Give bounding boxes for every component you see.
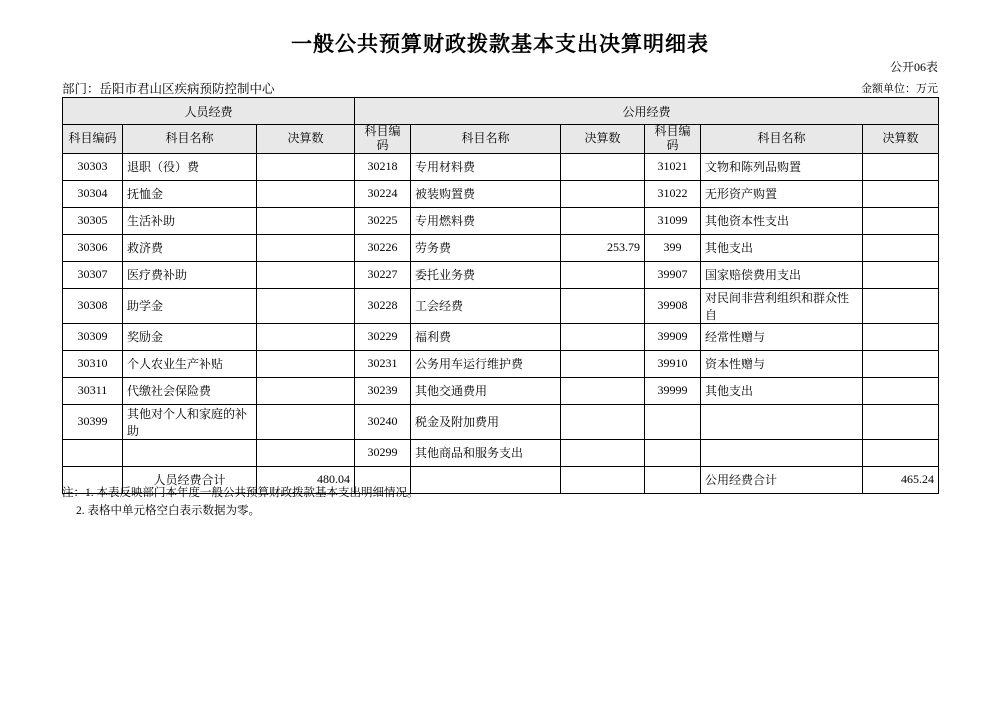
cell-code: 39909: [645, 323, 701, 350]
cell-code: 30228: [355, 288, 411, 323]
column-header-row: [63, 125, 939, 154]
table-notes: [62, 484, 419, 521]
cell-amount: [863, 404, 939, 439]
cell-amount: [561, 404, 645, 439]
col-header-code-1: 科目编码: [63, 125, 123, 154]
cell-code: 30307: [63, 261, 123, 288]
table-row: [63, 153, 939, 180]
cell-name: 救济费: [123, 234, 257, 261]
cell-code: 30308: [63, 288, 123, 323]
cell-amount: [257, 261, 355, 288]
cell-amount: [561, 350, 645, 377]
cell-code: 30309: [63, 323, 123, 350]
cell-amount: [257, 404, 355, 439]
page-title: 一般公共预算财政拨款基本支出决算明细表: [291, 32, 709, 56]
table-row: [63, 323, 939, 350]
cell-name: 其他资本性支出: [701, 207, 863, 234]
group-header-personnel: 人员经费: [63, 98, 355, 125]
cell-amount: [257, 288, 355, 323]
col-header-code-3: 科目编码: [645, 125, 701, 154]
cell-name: 代缴社会保险费: [123, 377, 257, 404]
cell-amount: [863, 323, 939, 350]
cell-name: 医疗费补助: [123, 261, 257, 288]
group-header-row: [63, 98, 939, 125]
cell-amount: [863, 261, 939, 288]
cell-name: 经常性赠与: [701, 323, 863, 350]
cell-code: [645, 439, 701, 466]
department-line: 部门：岳阳市君山区疾病预防控制中心: [62, 82, 275, 96]
cell-code: 30226: [355, 234, 411, 261]
group-header-public: 公用经费: [355, 98, 939, 125]
cell-amount: [257, 439, 355, 466]
amount-unit-line: 金额单位：万元: [861, 83, 938, 95]
cell-code: 30218: [355, 153, 411, 180]
cell-code: 30227: [355, 261, 411, 288]
cell-amount: [257, 180, 355, 207]
cell-amount: [561, 288, 645, 323]
cell-amount: 253.79: [561, 234, 645, 261]
cell-amount: [561, 377, 645, 404]
cell-code: 30224: [355, 180, 411, 207]
cell-code: 30240: [355, 404, 411, 439]
col-header-amount-2: 决算数: [561, 125, 645, 154]
cell-name: 奖励金: [123, 323, 257, 350]
col-header-name-1: 科目名称: [123, 125, 257, 154]
cell-name: 其他支出: [701, 377, 863, 404]
cell-code: 30399: [63, 404, 123, 439]
cell-amount: [863, 234, 939, 261]
cell-code: 30231: [355, 350, 411, 377]
cell-name: 对民间非营利组织和群众性自: [701, 288, 863, 323]
note-line-2: 2. 表格中单元格空白表示数据为零。: [76, 505, 260, 518]
cell-name: 劳务费: [411, 234, 561, 261]
cell-amount: [863, 439, 939, 466]
cell-amount: [257, 207, 355, 234]
cell-amount: [257, 323, 355, 350]
cell-name: 无形资产购置: [701, 180, 863, 207]
personnel-total-label: 人员经费合计: [123, 466, 257, 493]
cell-name: [123, 439, 257, 466]
cell-name: 工会经费: [411, 288, 561, 323]
col-header-name-2: 科目名称: [411, 125, 561, 154]
cell-name: 其他支出: [701, 234, 863, 261]
table-row: [63, 439, 939, 466]
cell-amount: [561, 153, 645, 180]
note-line-1: 注：1. 本表反映部门本年度一般公共预算财政拨款基本支出明细情况。: [62, 487, 419, 499]
cell-name: 资本性赠与: [701, 350, 863, 377]
cell-code: 30310: [63, 350, 123, 377]
cell-code: [63, 439, 123, 466]
cell-code: 399: [645, 234, 701, 261]
cell-code: 30305: [63, 207, 123, 234]
cell-name: [701, 404, 863, 439]
cell-amount: [561, 207, 645, 234]
cell-name: 生活补助: [123, 207, 257, 234]
cell-name: 个人农业生产补贴: [123, 350, 257, 377]
table-row: [63, 207, 939, 234]
total-empty-name-2: [411, 466, 561, 493]
cell-amount: [257, 234, 355, 261]
total-empty-amount-2: [561, 466, 645, 493]
cell-name: 国家赔偿费用支出: [701, 261, 863, 288]
cell-code: 31099: [645, 207, 701, 234]
cell-code: 30225: [355, 207, 411, 234]
cell-name: 其他交通费用: [411, 377, 561, 404]
col-header-amount-1: 决算数: [257, 125, 355, 154]
cell-amount: [863, 180, 939, 207]
cell-code: 31022: [645, 180, 701, 207]
cell-code: 30304: [63, 180, 123, 207]
table-row: [63, 261, 939, 288]
cell-code: 39908: [645, 288, 701, 323]
cell-name: 税金及附加费用: [411, 404, 561, 439]
cell-code: 39910: [645, 350, 701, 377]
cell-amount: [863, 350, 939, 377]
cell-name: 福利费: [411, 323, 561, 350]
cell-name: 其他对个人和家庭的补助: [123, 404, 257, 439]
col-header-code-2: 科目编码: [355, 125, 411, 154]
col-header-amount-3: 决算数: [863, 125, 939, 154]
table-row: [63, 404, 939, 439]
cell-name: 文物和陈列品购置: [701, 153, 863, 180]
cell-name: 其他商品和服务支出: [411, 439, 561, 466]
personnel-total-amount: 480.04: [257, 466, 355, 493]
cell-amount: [561, 323, 645, 350]
table-row: [63, 288, 939, 323]
cell-name: 公务用车运行维护费: [411, 350, 561, 377]
cell-code: 39907: [645, 261, 701, 288]
total-empty-code-3: [645, 466, 701, 493]
cell-code: 39999: [645, 377, 701, 404]
table-row: [63, 350, 939, 377]
cell-amount: [257, 350, 355, 377]
cell-name: 抚恤金: [123, 180, 257, 207]
col-header-name-3: 科目名称: [701, 125, 863, 154]
cell-name: 助学金: [123, 288, 257, 323]
cell-amount: [863, 207, 939, 234]
cell-name: 专用燃料费: [411, 207, 561, 234]
cell-code: [645, 404, 701, 439]
cell-amount: [561, 439, 645, 466]
cell-amount: [257, 153, 355, 180]
table-row: [63, 377, 939, 404]
budget-table: [62, 97, 939, 494]
public-total-label: 公用经费合计: [701, 466, 863, 493]
cell-amount: [863, 153, 939, 180]
cell-code: 31021: [645, 153, 701, 180]
cell-amount: [257, 377, 355, 404]
cell-amount: [863, 288, 939, 323]
cell-code: 30239: [355, 377, 411, 404]
cell-name: [701, 439, 863, 466]
cell-code: 30303: [63, 153, 123, 180]
public-total-amount: 465.24: [863, 466, 939, 493]
public-form-code: 公开06表: [889, 60, 938, 74]
cell-amount: [561, 180, 645, 207]
cell-code: 30311: [63, 377, 123, 404]
table-row: [63, 180, 939, 207]
cell-code: 30299: [355, 439, 411, 466]
cell-amount: [561, 261, 645, 288]
cell-name: 专用材料费: [411, 153, 561, 180]
cell-name: 退职（役）费: [123, 153, 257, 180]
cell-code: 30229: [355, 323, 411, 350]
cell-name: 被装购置费: [411, 180, 561, 207]
cell-name: 委托业务费: [411, 261, 561, 288]
cell-code: 30306: [63, 234, 123, 261]
table-row: [63, 234, 939, 261]
cell-amount: [863, 377, 939, 404]
